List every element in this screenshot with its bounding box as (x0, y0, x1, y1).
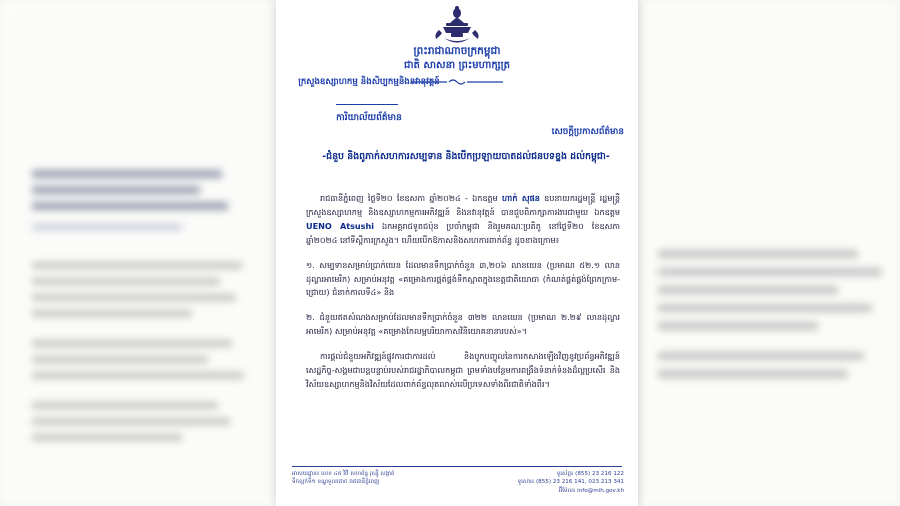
ambassador-name: UENO Atsushi (306, 220, 375, 231)
footer-email: អ៊ីម៉ែល៖ info@mih.gov.kh (558, 487, 624, 494)
paragraph-1-mid: ឧបនាយករដ្ឋមន្ត្រី រដ្ឋមន្ត្រីក្រសួងឧស្សាហកម្ម និងឧស្សាហកម្មការអភិវឌ្ឍន៍ និងនវានុវត្តន៍ បានជួបពិភាក្សាការងារជាមួយ ឯកឧត្តម (306, 193, 620, 217)
list-item-1: ១. សម្បទានសម្រាប់ប្រាក់យេន ដែលមានទឹកប្រាក់ចំនួន ៣,២០៦ លានយេន (ប្រមាណ ៥២.១ លានដុល្លារអាមេរិក) សម្រាប់អនុវត្ត «គម្រោងការផ្គត់ផ្គង់ទឹកស្អាតក្នុងខេត្តជាតិយោធា (កំណត់ផ្គត់ផ្គង់ព្រែកក្រាម-ជ្រោយ) ជំនាក់កាលទី៤» និង (306, 259, 620, 298)
press-release-label: សេចក្តីប្រកាសព័ត៌មាន (551, 127, 624, 137)
list-item-2: ២. ជំនួយឥតសំណងសម្រាប់ដែលមានទឹកប្រាក់ចំនួន ៣២២ លានយេន (ប្រមាណ ២.២៩ លានដុល្លារអាមេរិក) សម្រាប់អនុវត្ត «គម្រោងកែលម្អបរិយាកាសវិនិយោគនានារបស់»។ (306, 312, 620, 337)
press-office-label: ការិយាល័យព័ត៌មាន (336, 113, 402, 123)
paragraph-1-post: ឯកអគ្គរាជទូតជប៉ុន ប្រចាំកម្ពុជា និងរួមគណៈប្រតិភូ នៅថ្ងៃទី២០ ខែឧសភា ឆ្នាំ២០២៤ នៅទីស្តីការក្រសួង។ ហើយបើកឱកាសនិងសហការពាក់ព័ន្ធ ដូចខាងក្រោម៖ (306, 220, 621, 245)
blurred-document-right (638, 0, 900, 506)
paragraph-1-pre: រាជធានីភ្នំពេញ ថ្ងៃទី២០ ខែឧសភា ឆ្នាំ២០២៤ - ឯកឧត្តម (320, 193, 503, 203)
document-body (306, 192, 620, 403)
ministry-divider (336, 104, 398, 105)
paragraph-1 (306, 192, 620, 248)
document-footer (292, 470, 624, 495)
footer-address (292, 470, 485, 495)
document-title: -ជំនួប និងពូភាក់សហការសម្បទាន និងបើកប្រឡាយបាតដល់ជនបទខ្នង ដល់កម្ពុជា- (322, 151, 610, 162)
kingdom-line-1: ព្រះរាជាណាចក្រកម្ពុជា (413, 45, 501, 57)
paragraph-2: ការផ្តល់ជំនួយអភិវឌ្ឍន៍ផ្លូវការជាការដល់ និងបូកបញ្ចូលនៃការកសាងឡើងវិញនូវប្រព័ន្ធអភិវឌ្ឍន៍ សេដ្ឋកិច្ច-សង្គមជាបន្តបន្ទាប់របស់រាជរដ្ឋាភិបាលកម្ពុជា ព្រមទាំងបន្ថែមការពង្រឹងទំនាក់ទំនងដ៏ល្អប្រសើរ និងវិស័យឧស្សាហកម្មនិងវិស័យដែលពាក់ព័ន្ធលុតលាស់លើប្រទេសទាំងពីរជាតិទាំងពីរ។ (306, 351, 620, 389)
blurred-document-left (0, 0, 290, 506)
footer-fax: ទូរសារ៖ (855) 23 216 141, 023 213 341 (517, 479, 624, 486)
document-page (276, 0, 638, 506)
ministry-name: ក្រសួងឧស្សាហកម្ម និងសិប្បកម្មនិងនវានុវត្តន៍ (298, 77, 440, 87)
royal-emblem-icon (429, 6, 485, 46)
footer-address-line-2: ទឹកល្អក់ទី១ ខណ្ឌទួលគោក រាជធានីភ្នំពេញ (292, 479, 380, 486)
footer-divider (292, 466, 622, 467)
kingdom-line-2: ជាតិ សាសនា ព្រះមហាក្សត្រ (404, 60, 510, 72)
footer-address-line-1: អាសយដ្ឋាន៖ លេខ ៤៥ វិថី សហព័ន្ធ រុស្ស៊ី សង្កាត់ (292, 471, 395, 477)
official-name: ហាក់ សុផន (502, 193, 540, 203)
footer-phone: ទូរស័ព្ទ៖ (855) 23 216 122 (556, 471, 624, 477)
document-title-text: ជំនួប និងពូភាក់សហការសម្បទាន និងបើកប្រឡាយបាតដល់ជនបទខ្នង ដល់កម្ពុជា (326, 151, 606, 162)
footer-contact (491, 470, 624, 495)
